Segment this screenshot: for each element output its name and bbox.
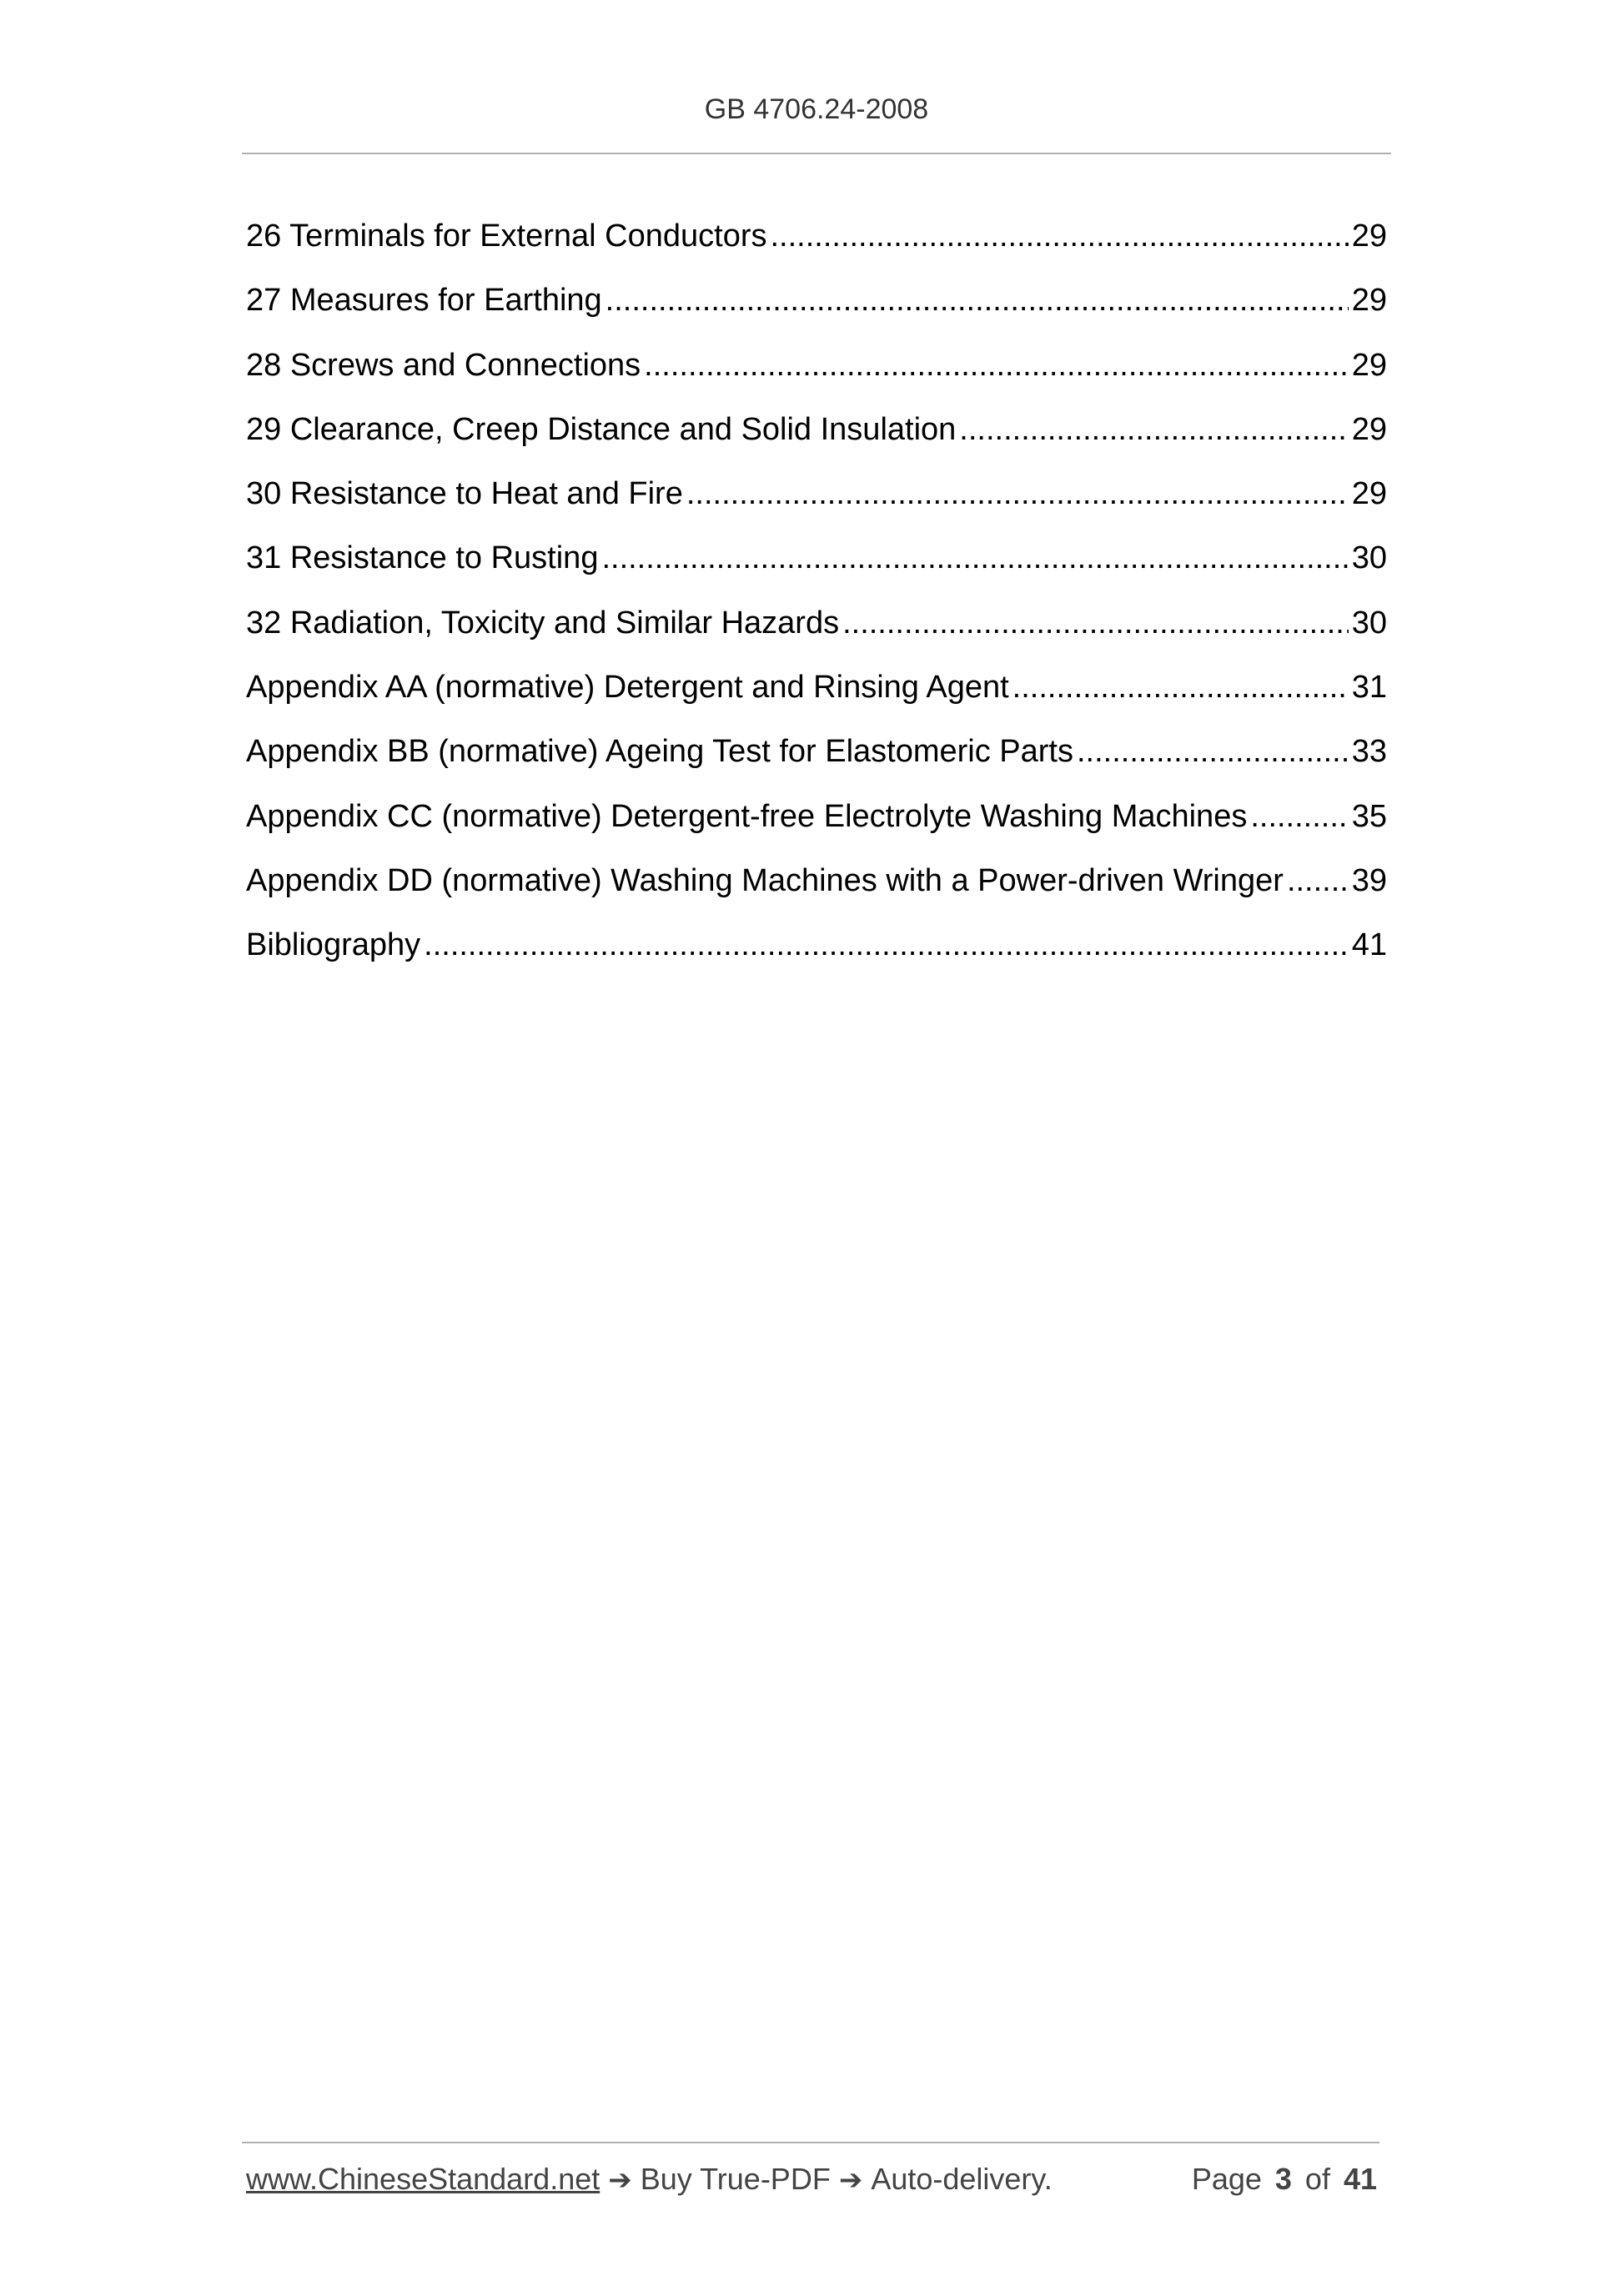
toc-entry[interactable] <box>246 469 1387 533</box>
toc-dot-leader <box>1012 662 1349 712</box>
page-indicator <box>1192 2162 1377 2197</box>
toc-dot-leader <box>424 920 1349 970</box>
toc-dot-leader <box>605 275 1349 325</box>
website-link[interactable]: www.ChineseStandard.net <box>246 2162 600 2196</box>
toc-dot-leader <box>1250 791 1348 842</box>
total-page-count: 41 <box>1343 2162 1377 2196</box>
toc-dot-leader <box>1287 856 1349 906</box>
arrow-right-icon: ➔ <box>608 2164 632 2196</box>
toc-entry-title: Appendix DD (normative) Washing Machines with a Power-driven Wringer <box>246 862 1284 898</box>
toc-dot-leader <box>644 340 1349 390</box>
header-divider <box>242 153 1391 154</box>
toc-dot-leader <box>686 469 1349 519</box>
toc-entry[interactable] <box>246 404 1387 469</box>
toc-entry[interactable] <box>246 340 1387 404</box>
toc-entry-title: 26 Terminals for External Conductors <box>246 219 767 254</box>
toc-entry[interactable] <box>246 211 1387 275</box>
toc-entry-title: 30 Resistance to Heat and Fire <box>246 476 683 512</box>
toc-entry-page: 33 <box>1351 734 1387 770</box>
buy-text: Buy True-PDF <box>640 2162 831 2196</box>
toc-entry[interactable] <box>246 856 1387 920</box>
toc-entry-title: Appendix AA (normative) Detergent and Rinsing Agent <box>246 670 1009 706</box>
toc-entry[interactable] <box>246 275 1387 339</box>
table-of-contents <box>246 211 1387 985</box>
toc-entry-title: 29 Clearance, Creep Distance and Solid Insulation <box>246 411 957 447</box>
toc-entry-title: Bibliography <box>246 927 421 963</box>
toc-entry-title: Appendix CC (normative) Detergent-free Electrolyte Washing Machines <box>246 798 1248 834</box>
toc-entry[interactable] <box>246 662 1387 726</box>
toc-dot-leader <box>842 598 1349 648</box>
toc-dot-leader <box>770 211 1348 261</box>
toc-dot-leader <box>1077 726 1349 776</box>
toc-entry-page: 30 <box>1351 605 1387 641</box>
document-header: GB 4706.24-2008 <box>704 93 929 125</box>
toc-entry-page: 29 <box>1351 219 1387 254</box>
toc-entry-page: 30 <box>1351 540 1387 576</box>
toc-entry[interactable] <box>246 533 1387 597</box>
toc-dot-leader <box>959 404 1348 455</box>
arrow-right-icon: ➔ <box>838 2164 863 2196</box>
toc-entry[interactable] <box>246 598 1387 662</box>
toc-entry-title: 31 Resistance to Rusting <box>246 540 599 576</box>
page-footer <box>246 2162 1377 2197</box>
toc-dot-leader <box>601 533 1348 583</box>
toc-entry-page: 39 <box>1351 862 1387 898</box>
toc-entry-title: 27 Measures for Earthing <box>246 283 602 319</box>
toc-entry-page: 31 <box>1351 670 1387 706</box>
footer-promo <box>246 2162 1053 2197</box>
of-label: of <box>1304 2162 1330 2196</box>
current-page-number: 3 <box>1274 2162 1292 2196</box>
toc-entry-page: 41 <box>1351 927 1387 963</box>
footer-divider <box>242 2142 1379 2143</box>
toc-entry-page: 29 <box>1351 347 1387 383</box>
page-label: Page <box>1191 2162 1262 2196</box>
toc-entry-title: Appendix BB (normative) Ageing Test for Elastomeric Parts <box>246 734 1073 770</box>
toc-entry-page: 29 <box>1351 283 1387 319</box>
toc-entry[interactable] <box>246 726 1387 791</box>
toc-entry-page: 29 <box>1351 411 1387 447</box>
toc-entry-title: 32 Radiation, Toxicity and Similar Hazards <box>246 605 840 641</box>
toc-entry[interactable] <box>246 920 1387 984</box>
toc-entry-page: 29 <box>1351 476 1387 512</box>
toc-entry-page: 35 <box>1351 798 1387 834</box>
delivery-text: Auto-delivery. <box>871 2162 1053 2196</box>
toc-entry[interactable] <box>246 791 1387 856</box>
toc-entry-title: 28 Screws and Connections <box>246 347 641 383</box>
